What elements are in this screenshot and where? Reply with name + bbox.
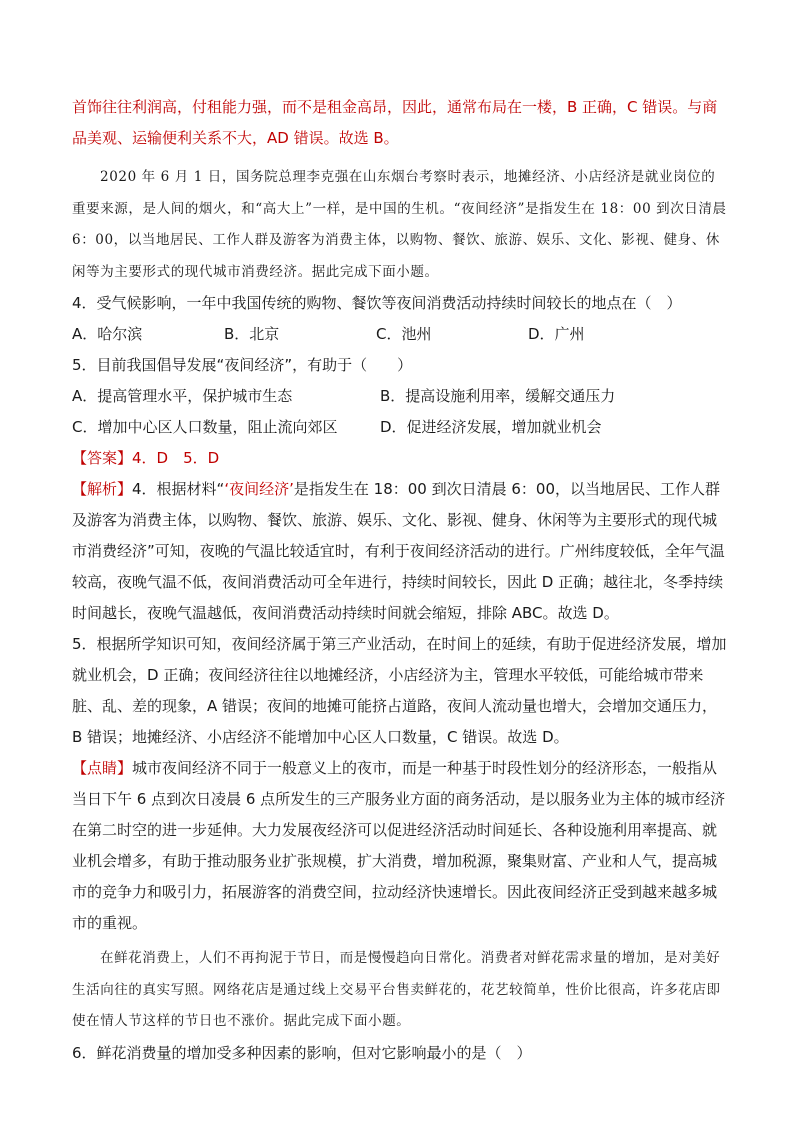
analysis-4-body: 是指发生在 18：00 到次日清晨 6：00，以当地居民、工作人群及游客为消费主体，以购物、餐饮、旅游、娱乐、文化、影视、健身、休闲等为主要形式的现代城市消费经济”可知，夜晚的气温比较适宜时，有利于夜间经济活动的进行。广州纬度较低，全年气温较高，夜晚气温不低，夜间消费活动可全年进行，持续时间较长，因此 D 正确；越往北，冬季持续时间越长，夜晚气温越低，夜间消费活动持续时间就会缩短，排除 ABC。故选 D。 [72, 480, 725, 622]
comment-paragraph [72, 753, 727, 939]
question-5-options-row-1 [72, 381, 727, 412]
question-5-stem: 5．目前我国倡导发展“夜间经济”，有助于（ ） [72, 356, 413, 374]
comment-tag: 【点睛】 [72, 759, 133, 777]
analysis-4-intro: 4．根据材料“ [132, 480, 225, 498]
q4-option-a: A．哈尔滨 [72, 325, 143, 343]
content-column [72, 92, 727, 1069]
prev-explanation-tail: 首饰往往利润高，付租能力强，而不是租金高昂，因此，通常布局在一楼，B 正确，C 错误。与商品美观、运输便利关系不大，AD 错误。故选 B。 [72, 98, 718, 147]
question-4-options [72, 319, 727, 350]
q5-option-a: A．提高管理水平，保护城市生态 [72, 387, 293, 405]
material-paragraph-2: 在鲜花消费上，人们不再拘泥于节日，而是慢慢趋向日常化。消费者对鲜花需求量的增加，是对美好生活向往的真实写照。网络花店是通过线上交易平台售卖鲜花的，花艺较简单，性价比很高，许多花店即使在情人节这样的节日也不涨价。据此完成下面小题。 [72, 950, 721, 1029]
analysis-tag: 【解析】 [72, 480, 133, 498]
material-paragraph-1: 2020 年 6 月 1 日，国务院总理李克强在山东烟台考察时表示，地摊经济、小店经济是就业岗位的重要来源，是人间的烟火，和“高大上”一样，是中国的生机。“夜间经济”是指发生在 18：00 到次日清晨 6：00，以当地居民、工作人群及游客为消费主体，以购物、餐饮、旅游、娱乐、文化、影视、健身、休闲等为主要形式的现代城市消费经济。据此完成下面小题。 [72, 169, 727, 280]
comment-text: 城市夜间经济不同于一般意义上的夜市，而是一种基于时段性划分的经济形态，一般指从当日下午 6 点到次日凌晨 6 点所发生的三产服务业方面的商务活动，是以服务业为主体的城市经济在第二时空的进一步延伸。大力发展夜经济可以促进经济活动时间延长、各种设施利用率提高、就业机会增多，有助于推动服务业扩张规模，扩大消费，增加税源，聚集财富、产业和人气，提高城市的竞争力和吸引力，拓展游客的消费空间，拉动经济快速增长。因此夜间经济正受到越来越多城市的重视。 [72, 759, 726, 932]
question-4-stem: 4．受气候影响，一年中我国传统的购物、餐饮等夜间消费活动持续时间较长的地点在（ ） [72, 294, 682, 312]
q5-option-b: B．提高设施利用率，缓解交通压力 [380, 387, 616, 405]
q4-option-b: B．北京 [224, 325, 280, 343]
q5-option-c: C．增加中心区人口数量，阻止流向郊区 [72, 418, 338, 436]
analysis-paragraph-5: 5．根据所学知识可知，夜间经济属于第三产业活动，在时间上的延续，有助于促进经济发展，增加就业机会，D 正确；夜间经济往往以地摊经济，小店经济为主，管理水平较低，可能给城市带来脏、乱、差的现象，A 错误；夜间的地摊可能挤占道路，夜间人流动量也增大，会增加交通压力，B 错误；地摊经济、小店经济不能增加中心区人口数量，C 错误。故选 D。 [72, 635, 727, 746]
q4-option-d: D．广州 [528, 325, 585, 343]
answer-text: 4．D 5．D [132, 449, 220, 467]
analysis-paragraph-4 [72, 474, 727, 629]
answer-line [72, 443, 727, 474]
question-5-options-row-2 [72, 412, 727, 443]
q4-option-c: C．池州 [376, 325, 432, 343]
answer-tag: 【答案】 [72, 449, 133, 467]
analysis-4-quote: ‘夜间经济’ [224, 480, 294, 498]
q5-option-d: D．促进经济发展，增加就业机会 [380, 418, 602, 436]
question-6-stem: 6．鲜花消费量的增加受多种因素的影响，但对它影响最小的是（ ） [72, 1043, 532, 1062]
